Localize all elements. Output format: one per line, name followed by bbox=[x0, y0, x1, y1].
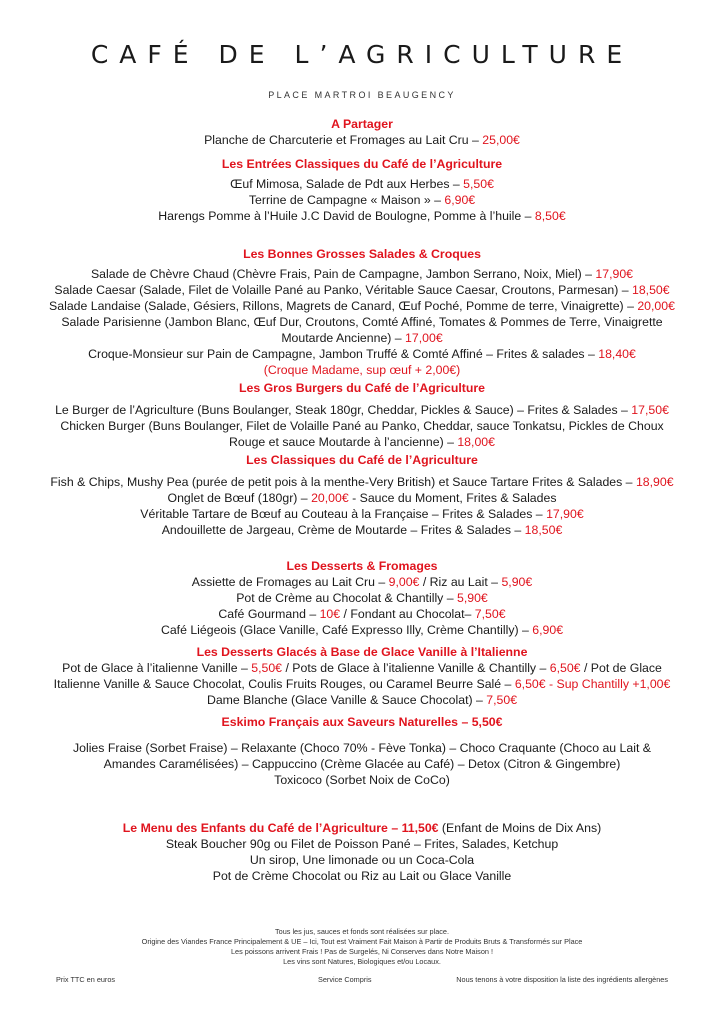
menu-item: Œuf Mimosa, Salade de Pdt aux Herbes – 5,50€ bbox=[230, 177, 494, 191]
menu-item: Terrine de Campagne « Maison » – 6,90€ bbox=[248, 193, 476, 207]
section-title-desserts-glaces: Les Desserts Glacés à Base de Glace Vanille à l’Italienne bbox=[196, 645, 528, 659]
menu-item: Assiette de Fromages au Lait Cru – 9,00€ / Riz au Lait – 5,90€ bbox=[191, 575, 533, 589]
price: 6,50€ - Sup Chantilly +1,00€ bbox=[514, 677, 671, 691]
menu-item: Café Liégeois (Glace Vanille, Café Expresso Illy, Crème Chantilly) – 6,90€ bbox=[160, 623, 564, 637]
price: 6,50€ bbox=[549, 661, 581, 675]
price: 6,90€ bbox=[444, 193, 476, 207]
menu-item: Le Burger de l’Agriculture (Buns Boulanger, Steak 180gr, Cheddar, Pickles & Sauce) – Frites & Salades – 17,50€ bbox=[55, 403, 669, 417]
price: 18,00€ bbox=[457, 435, 495, 449]
section-title-menu-enfants: Le Menu des Enfants du Café de l’Agriculture – 11,50€ (Enfant de Moins de Dix Ans) bbox=[122, 821, 602, 835]
price: 20,00€ bbox=[311, 491, 349, 505]
menu-item: Salade Landaise (Salade, Gésiers, Rillons, Magrets de Canard, Œuf Poché, Pomme de terre, Vinaigrette) – 20,00€ bbox=[49, 299, 675, 313]
price: 5,90€ bbox=[457, 591, 488, 605]
footer-note: Les vins sont Natures, Biologiques et/ou Locaux. bbox=[283, 957, 441, 966]
section-title-classiques: Les Classiques du Café de l’Agriculture bbox=[246, 453, 478, 467]
price: 20,00€ bbox=[637, 299, 675, 313]
price: 5,90€ bbox=[501, 575, 533, 589]
menu-item: Italienne Vanille & Sauce Chocolat, Coulis Fruits Rouges, ou Caramel Beurre Salé – 6,50€ - Sup Chantilly +1,00€ bbox=[53, 677, 671, 691]
price: 7,50€ bbox=[486, 693, 518, 707]
menu-item: Rouge et sauce Moutarde à l’ancienne) – 18,00€ bbox=[229, 435, 495, 449]
menu-item: Andouillette de Jargeau, Crème de Moutarde – Frites & Salades – 18,50€ bbox=[161, 523, 563, 537]
price: 17,90€ bbox=[546, 507, 584, 521]
section-title-burgers: Les Gros Burgers du Café de l’Agriculture bbox=[239, 381, 485, 395]
price: 9,00€ bbox=[388, 575, 420, 589]
footer-note: Les poissons arrivent Frais ! Pas de Surgelés, Ni Conserves dans Notre Maison ! bbox=[231, 947, 493, 956]
menu-item: Véritable Tartare de Bœuf au Couteau à la Française – Frites & Salades – 17,90€ bbox=[140, 507, 584, 521]
price: 18,90€ bbox=[635, 475, 674, 489]
menu-item: Pot de Crème Chocolat ou Riz au Lait ou Glace Vanille bbox=[212, 869, 512, 883]
menu-item: Fish & Chips, Mushy Pea (purée de petit pois à la menthe-Very British) et Sauce Tartare Frites & Salades – 18,90€ bbox=[50, 475, 674, 489]
footer-notes bbox=[0, 927, 724, 967]
menu-item: Salade de Chèvre Chaud (Chèvre Frais, Pain de Campagne, Jambon Serrano, Noix, Miel) – 17,90€ bbox=[90, 267, 634, 281]
menu-item: Chicken Burger (Buns Boulanger, Filet de Volaille Pané au Panko, Cheddar, sauce Tonkatsu, Pickles de Choux bbox=[60, 419, 664, 433]
menu-item: Onglet de Bœuf (180gr) – 20,00€ - Sauce du Moment, Frites & Salades bbox=[167, 491, 557, 505]
menu-item: Salade Parisienne (Jambon Blanc, Œuf Dur, Croutons, Comté Affiné, Tomates & Pommes de Terre, Vinaigrette bbox=[61, 315, 663, 329]
price: 10€ bbox=[319, 607, 341, 621]
footer-note: Origine des Viandes France Principalement & UE – Ici, Tout est Vraiment Fait Maison à Partir de Produits Bruts & Transformés sur Place bbox=[141, 937, 583, 946]
menu-item: Amandes Caramélisées) – Cappuccino (Crème Glacée au Café) – Detox (Citron & Gingembre) bbox=[103, 757, 621, 771]
price: 5,50€ bbox=[251, 661, 283, 675]
section-title-a-partager: A Partager bbox=[331, 117, 393, 131]
menu-item: Café Gourmand – 10€ / Fondant au Chocolat– 7,50€ bbox=[218, 607, 506, 621]
footer-allergens: Nous tenons à votre disposition la liste des ingrédients allergènes bbox=[456, 975, 668, 984]
menu-item: Planche de Charcuterie et Fromages au Lait Cru – 25,00€ bbox=[204, 133, 520, 147]
price: 17,50€ bbox=[631, 403, 669, 417]
section-title-entrees: Les Entrées Classiques du Café de l’Agriculture bbox=[221, 157, 503, 171]
price: 5,50€ bbox=[463, 177, 494, 191]
footer-service: Service Compris bbox=[318, 975, 372, 984]
restaurant-title: CAFÉ DE L’AGRICULTURE bbox=[90, 40, 634, 69]
price: 18,50€ bbox=[631, 283, 670, 297]
menu-note: (Enfant de Moins de Dix Ans) bbox=[438, 821, 602, 835]
menu-item: Steak Boucher 90g ou Filet de Poisson Pané – Frites, Salades, Ketchup bbox=[165, 837, 559, 851]
menu-item: Pot de Glace à l’italienne Vanille – 5,50€ / Pots de Glace à l’italienne Vanille & Chantilly – 6,50€ / Pot de Glace bbox=[62, 661, 662, 675]
price: 17,90€ bbox=[595, 267, 634, 281]
menu-item: Pot de Crème au Chocolat & Chantilly – 5,90€ bbox=[236, 591, 488, 605]
section-title-salades: Les Bonnes Grosses Salades & Croques bbox=[243, 247, 481, 261]
menu-note: (Croque Madame, sup œuf + 2,00€) bbox=[263, 363, 461, 377]
footer-note: Tous les jus, sauces et fonds sont réalisées sur place. bbox=[275, 927, 449, 936]
restaurant-address: PLACE MARTROI BEAUGENCY bbox=[268, 90, 456, 100]
section-title-desserts: Les Desserts & Fromages bbox=[286, 559, 438, 573]
price: 25,00€ bbox=[482, 133, 520, 147]
footer-prices-ttc: Prix TTC en euros bbox=[56, 975, 116, 984]
price: 17,00€ bbox=[405, 331, 443, 345]
menu-item: Moutarde Ancienne) – 17,00€ bbox=[281, 331, 443, 345]
menu-item: Croque-Monsieur sur Pain de Campagne, Jambon Truffé & Comté Affiné – Frites & salades – 18,40€ bbox=[88, 347, 636, 361]
price: 6,90€ bbox=[532, 623, 564, 637]
menu-content bbox=[26, 116, 698, 884]
menu-item: Jolies Fraise (Sorbet Fraise) – Relaxante (Choco 70% - Fève Tonka) – Choco Craquante (Choco au Lait & bbox=[72, 741, 651, 755]
menu-item: Un sirop, Une limonade ou un Coca-Cola bbox=[249, 853, 475, 867]
price: 18,40€ bbox=[598, 347, 636, 361]
menu-item: Harengs Pomme à l’Huile J.C David de Boulogne, Pomme à l’huile – 8,50€ bbox=[158, 209, 566, 223]
price: 18,50€ bbox=[524, 523, 563, 537]
price: 7,50€ bbox=[474, 607, 506, 621]
menu-item: Dame Blanche (Glace Vanille & Sauce Chocolat) – 7,50€ bbox=[206, 693, 518, 707]
price: 8,50€ bbox=[534, 209, 566, 223]
menu-item: Salade Caesar (Salade, Filet de Volaille Pané au Panko, Véritable Sauce Caesar, Croutons, Parmesan) – 18,50€ bbox=[54, 283, 670, 297]
menu-item: Toxicoco (Sorbet Noix de CoCo) bbox=[274, 773, 450, 787]
section-title-eskimo: Eskimo Français aux Saveurs Naturelles – 5,50€ bbox=[221, 715, 503, 729]
